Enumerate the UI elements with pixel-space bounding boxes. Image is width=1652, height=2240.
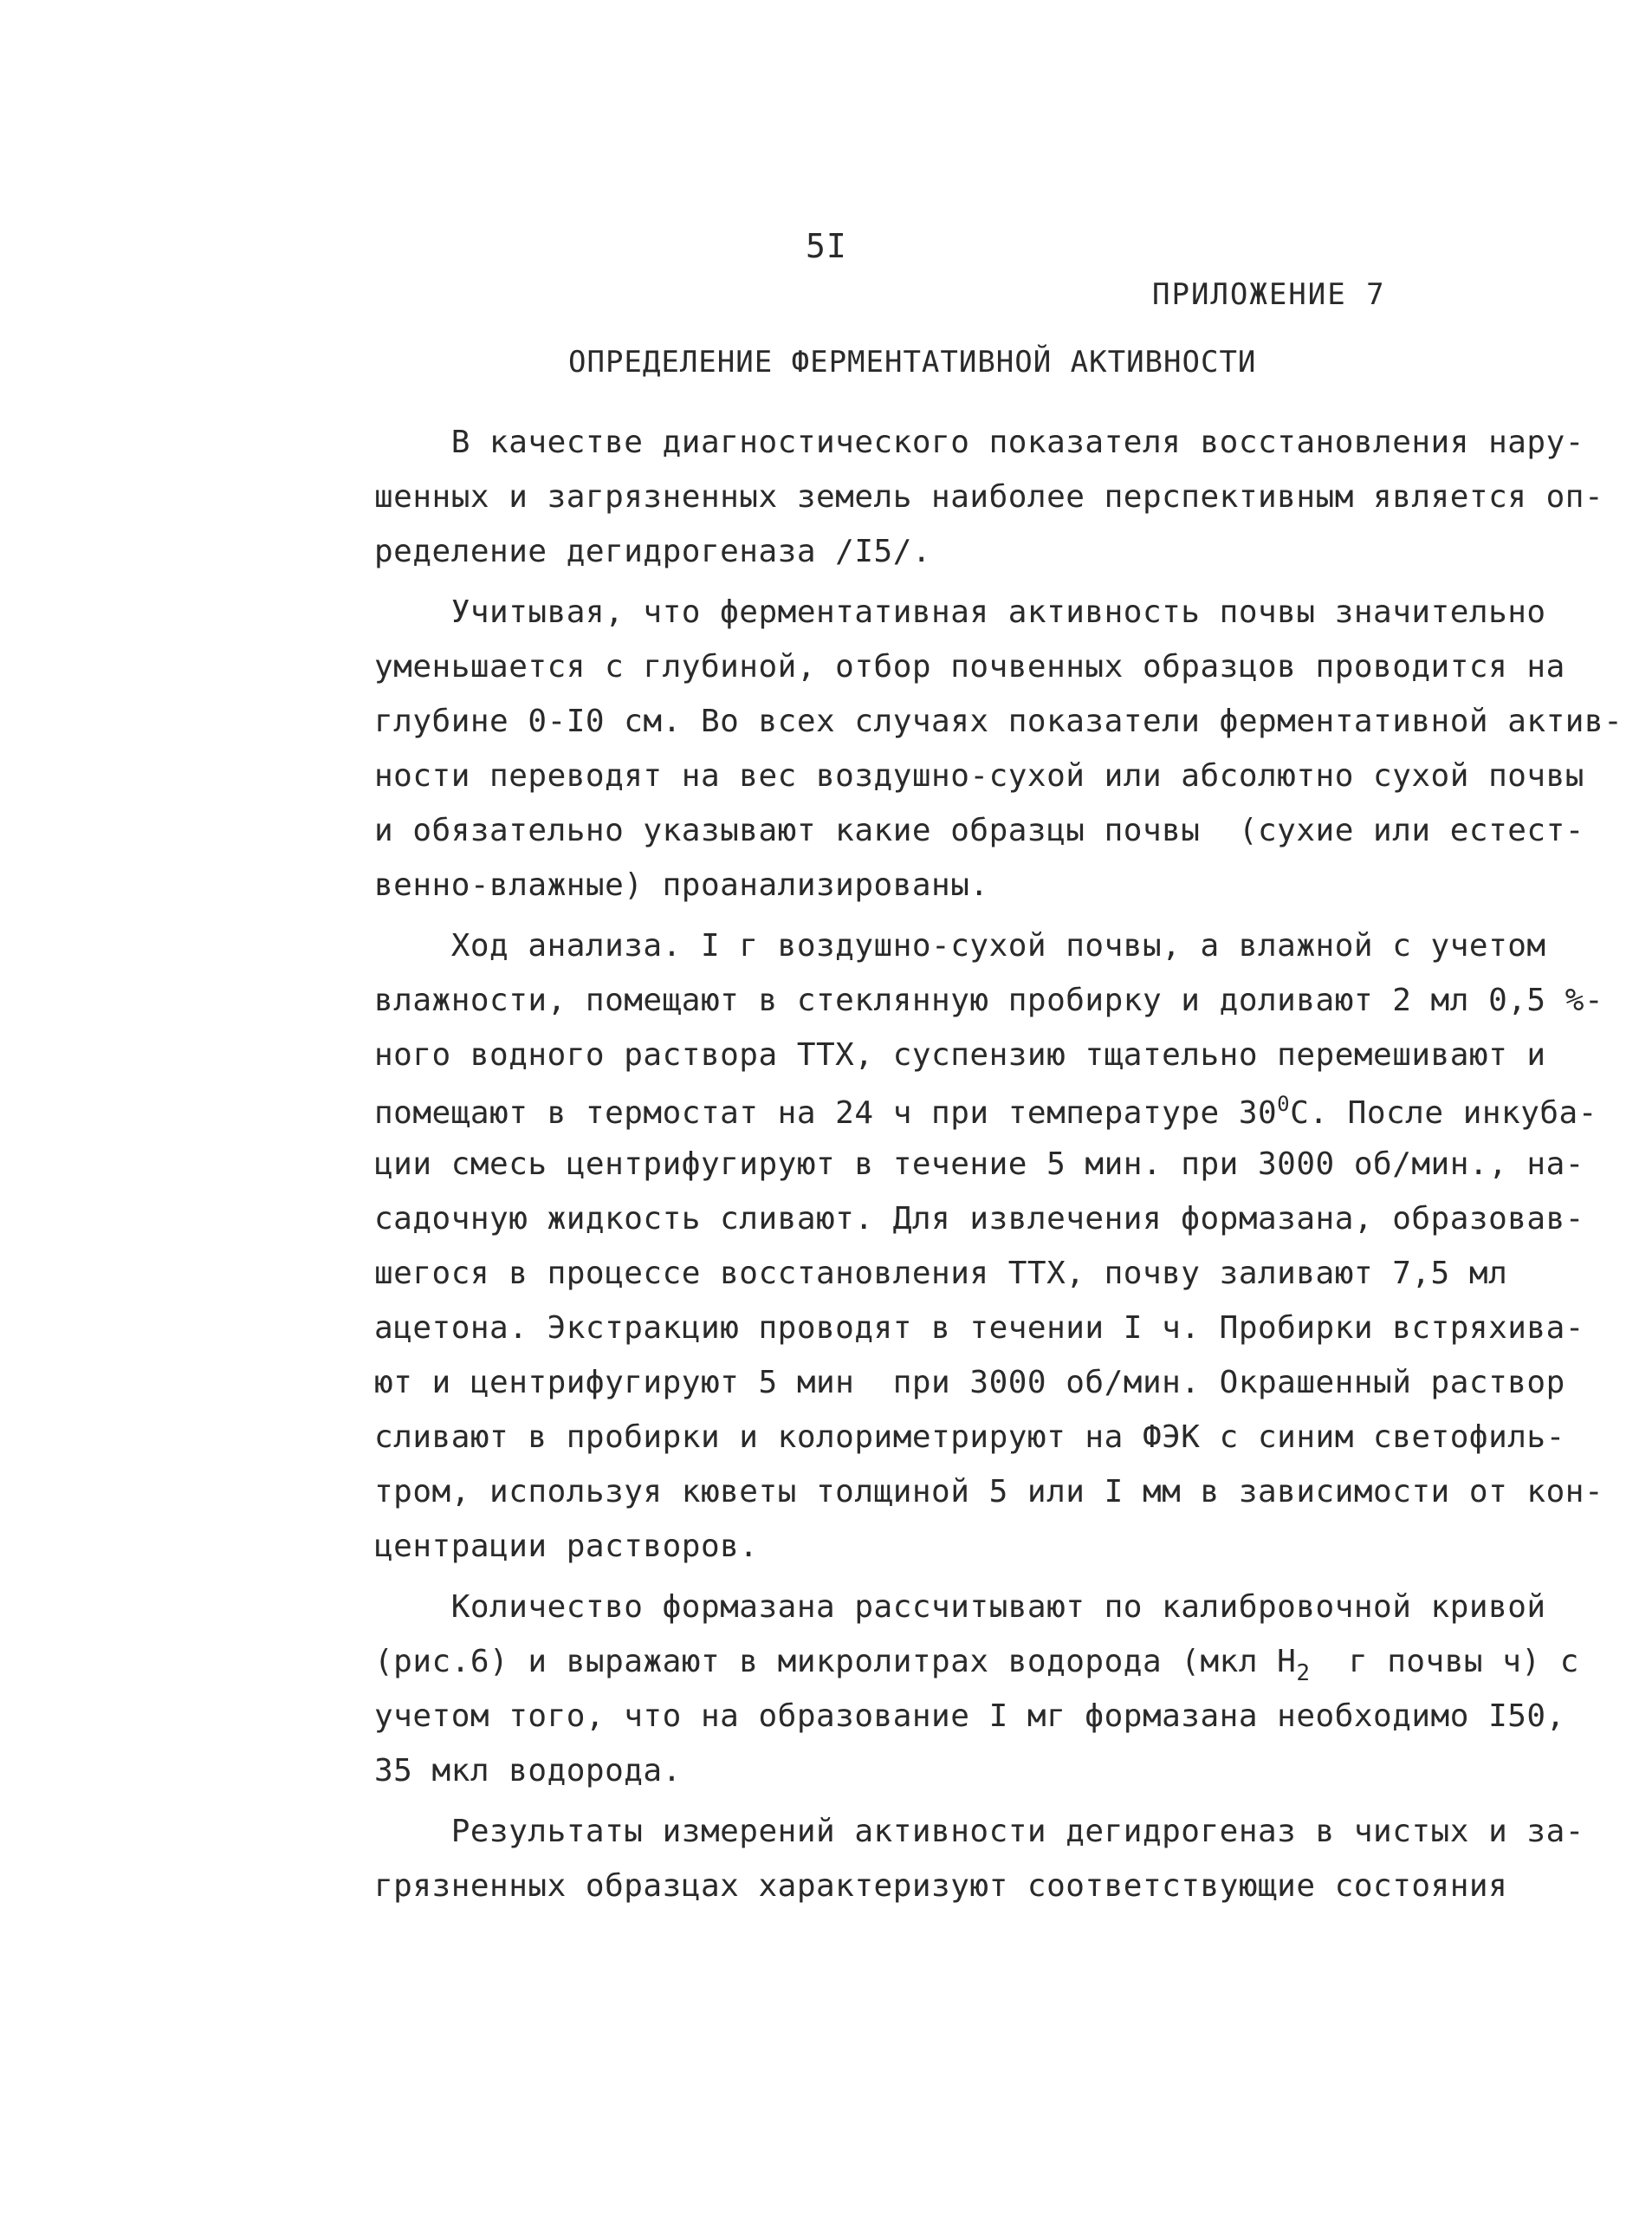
text-line: и обязательно указывают какие образцы почвы (сухие или естест- xyxy=(374,813,1584,848)
text-line: венно-влажные) проанализированы. xyxy=(374,867,989,903)
text-line: садочную жидкость сливают. Для извлечения формазана, образовав- xyxy=(374,1201,1584,1237)
text-line: Учитывая, что ферментативная активность почвы значительно xyxy=(374,594,1546,630)
text-line: уменьшается с глубиной, отбор почвенных образцов проводится на xyxy=(374,649,1565,685)
page-number: 5I xyxy=(806,227,847,265)
text-segment: г почвы ч) с xyxy=(1310,1644,1579,1679)
text-line: сливают в пробирки и колориметрируют на ФЭК с синим светофиль- xyxy=(374,1419,1565,1455)
text-line: влажности, помещают в стеклянную пробирку и доливают 2 мл 0,5 %- xyxy=(374,983,1604,1018)
text-line: глубине 0-I0 см. Во всех случаях показатели ферментативной актив- xyxy=(374,704,1623,739)
text-line: тром, используя кюветы толщиной 5 или I мм в зависимости от кон- xyxy=(374,1474,1604,1510)
text-line: ного водного раствора ТТХ, суспензию тщательно перемешивают и xyxy=(374,1037,1546,1073)
text-line: Количество формазана рассчитывают по калибровочной кривой xyxy=(374,1589,1546,1625)
subscript: 2 xyxy=(1296,1660,1311,1686)
text-line xyxy=(374,1644,1579,1686)
text-line: учетом того, что на образование I мг формазана необходимо I50, xyxy=(374,1698,1565,1734)
text-line: Ход анализа. I г воздушно-сухой почвы, а влажной с учетом xyxy=(374,928,1546,964)
appendix-label: ПРИЛОЖЕНИЕ 7 xyxy=(1152,277,1386,312)
text-line: ацетона. Экстракцию проводят в течении I ч. Пробирки встряхива- xyxy=(374,1310,1584,1346)
text-line: 35 мкл водорода. xyxy=(374,1753,682,1789)
text-line: шенных и загрязненных земель наиболее перспективным является оп- xyxy=(374,479,1604,515)
text-line: ределение дегидрогеназа /I5/. xyxy=(374,534,932,569)
text-line: В качестве диагностического показателя восстановления нару- xyxy=(374,425,1584,460)
text-line: Результаты измерений активности дегидрогеназ в чистых и за- xyxy=(374,1814,1584,1849)
superscript: 0 xyxy=(1277,1092,1291,1116)
text-line: центрации растворов. xyxy=(374,1529,759,1564)
text-line: ют и центрифугируют 5 мин при 3000 об/мин. Окрашенный раствор xyxy=(374,1365,1565,1400)
text-segment: (рис.6) и выражают в микролитрах водорода (мкл H xyxy=(374,1644,1297,1679)
text-segment: С. После инкуба- xyxy=(1290,1095,1597,1131)
text-segment: помещают в термостат на 24 ч при температуре 30 xyxy=(374,1095,1278,1131)
section-title: ОПРЕДЕЛЕНИЕ ФЕРМЕНТАТИВНОЙ АКТИВНОСТИ xyxy=(568,345,1257,380)
text-line: ности переводят на вес воздушно-сухой или абсолютно сухой почвы xyxy=(374,758,1584,794)
text-line xyxy=(374,1092,1597,1131)
text-line: ции смесь центрифугируют в течение 5 мин. при 3000 об/мин., на- xyxy=(374,1146,1584,1182)
text-line: грязненных образцах характеризуют соответствующие состояния xyxy=(374,1868,1508,1904)
text-line: шегося в процессе восстановления ТТХ, почву заливают 7,5 мл xyxy=(374,1256,1508,1291)
